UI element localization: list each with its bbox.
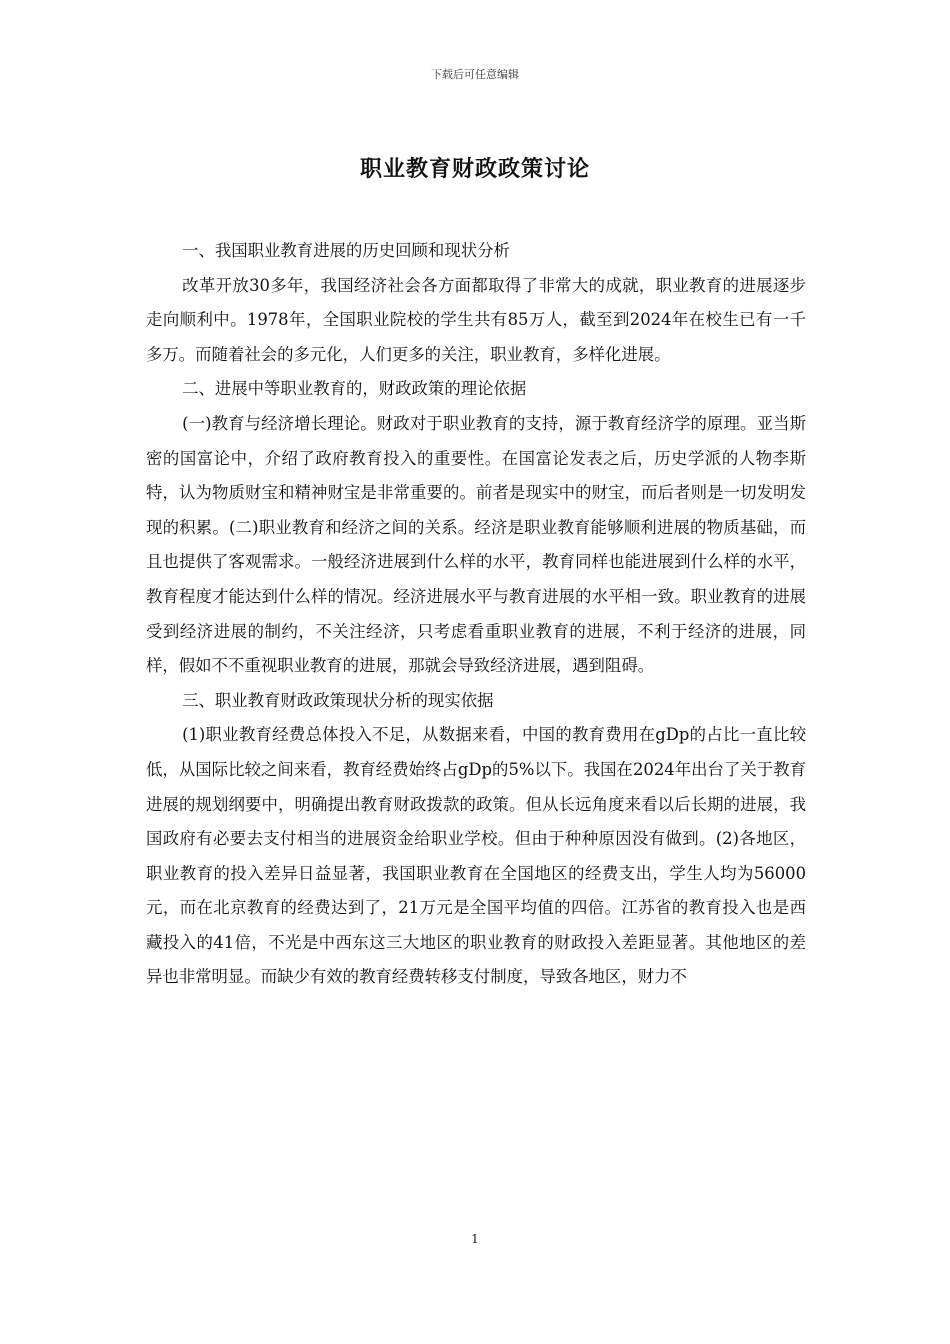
section-heading-2: 二、进展中等职业教育的，财政政策的理论依据 (182, 379, 527, 399)
document-body (146, 234, 806, 995)
paragraph-2: (一)教育与经济增长理论。财政对于职业教育的支持，源于教育经济学的原理。亚当斯密的国富论中，介绍了政府教育投入的重要性。在国富论发表之后，历史学派的人物李斯特，认为物质财宝和精神财宝是非常重要的。前者是现实中的财宝，而后者则是一切发明发现的积累。(二)职业教育和经济之间的关系。经济是职业教育能够顺利进展的物质基础，而且也提供了客观需求。一般经济进展到什么样的水平，教育同样也能进展到什么样的水平，教育程度才能达到什么样的情况。经济进展水平与教育进展的水平相一致。职业教育的进展受到经济进展的制约，不关注经济，只考虑看重职业教育的进展，不利于经济的进展，同样，假如不不重视职业教育的进展，那就会导致经济进展，遇到阻碍。 (146, 413, 806, 676)
section-heading-3: 三、职业教育财政政策现状分析的现实依据 (182, 690, 494, 710)
paragraph-3: (1)职业教育经费总体投入不足，从数据来看，中国的教育费用在gDp的占比一直比较低，从国际比较之间来看，教育经费始终占gDp的5%以下。我国在2024年出台了关于教育进展的规划纲要中，明确提出教育财政拨款的政策。但从长远角度来看以后长期的进展，我国政府有必要去支付相当的进展资金给职业学校。但由于种种原因没有做到。(2)各地区，职业教育的投入差异日益显著，我国职业教育在全国地区的经费支出，学生人均为56000元，而在北京教育的经费达到了，21万元是全国平均值的四倍。江苏省的教育投入也是西藏投入的41倍，不光是中西东这三大地区的职业教育的财政投入差距显著。其他地区的差异也非常明显。而缺少有效的教育经费转移支付制度，导致各地区，财力不 (146, 725, 806, 987)
document-title: 职业教育财政政策讨论 (359, 157, 590, 182)
section-heading-1: 一、我国职业教育进展的历史回顾和现状分析 (182, 241, 510, 260)
page-number: 1 (471, 1232, 479, 1246)
paragraph-1: 改革开放30多年，我国经济社会各方面都取得了非常大的成就，职业教育的进展逐步走向顺利中。1978年，全国职业院校的学生共有85万人，截至到2024年在校生已有一千多万。而随着社会的多元化，人们更多的关注，职业教育，多样化进展。 (146, 275, 806, 364)
header-note: 下载后可任意编辑 (431, 68, 519, 81)
